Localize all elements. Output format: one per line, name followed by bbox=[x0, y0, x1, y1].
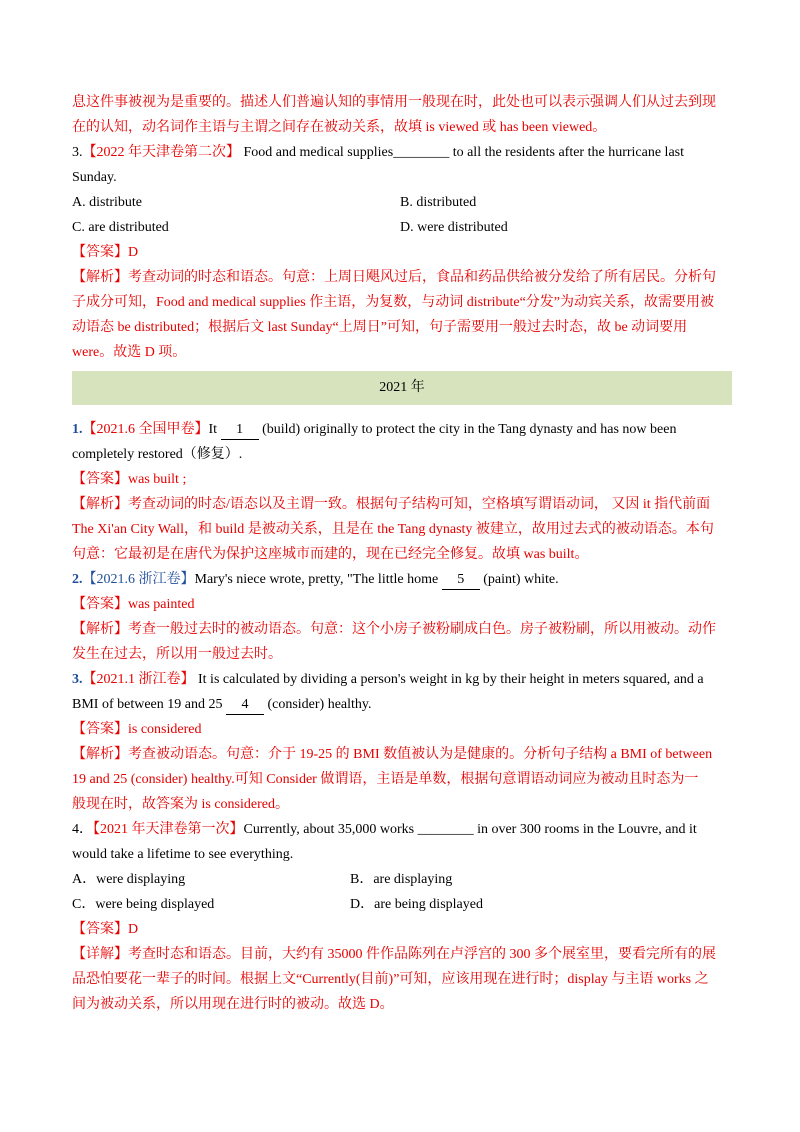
question-text: Mary's niece wrote, pretty, "The little home bbox=[194, 572, 442, 587]
option-a: A．were displaying bbox=[72, 872, 186, 887]
explanation-line: 般现在时，故答案为 is considered。 bbox=[72, 797, 289, 812]
question-4-stem bbox=[72, 817, 732, 842]
explanation-line: The Xi'an City Wall，和 build 是被动关系，且是在 the Tang dynasty 被建立，故用过去式的被动语态。本句 bbox=[72, 522, 714, 537]
option-a: A. distribute bbox=[72, 195, 142, 210]
explanation-line: 【解析】考查被动语态。句意：介于 19-25 的 BMI 数值被认为是健康的。分析句子结构 a BMI of between bbox=[72, 747, 713, 762]
question-number: 3. bbox=[72, 145, 83, 160]
explanation-line: 息这件事被视为是重要的。描述人们普遍认知的事情用一般现在时，此处也可以表示强调人们从过去到现 bbox=[72, 95, 716, 110]
options-row bbox=[72, 892, 732, 917]
question-source-tag: 【2021.6 全国甲卷】 bbox=[82, 422, 209, 437]
answer-line: 【答案】was built ; bbox=[72, 472, 187, 487]
question-3b-stem bbox=[72, 667, 732, 692]
question-number: 1. bbox=[72, 422, 83, 437]
option-c: C．were being displayed bbox=[72, 897, 215, 912]
options-row bbox=[72, 190, 732, 215]
fill-blank: 4 bbox=[226, 696, 264, 715]
answer-line: 【答案】was painted bbox=[72, 597, 195, 612]
document-content bbox=[72, 90, 732, 1017]
question-number: 3. bbox=[72, 672, 83, 687]
question-text: completely restored（修复）. bbox=[72, 447, 243, 462]
question-text: (consider) healthy. bbox=[263, 697, 372, 712]
answer-line: 【答案】is considered bbox=[72, 722, 202, 737]
question-text: (paint) white. bbox=[479, 572, 559, 587]
question-source-tag: 【2021.6 浙江卷】 bbox=[82, 572, 195, 587]
explanation-line: 【解析】考查一般过去时的被动语态。句意：这个小房子被粉刷成白色。房子被粉刷，所以用被动。动作 bbox=[72, 622, 716, 637]
question-source-tag: 【2022 年天津卷第二次】 bbox=[82, 145, 240, 160]
question-number: 4． bbox=[72, 822, 93, 837]
fill-blank: 5 bbox=[442, 571, 480, 590]
options-row bbox=[72, 867, 732, 892]
explanation-line: 【详解】考查时态和语态。目前，大约有 35000 件作品陈列在卢浮宫的 300 多个展室里，要看完所有的展 bbox=[72, 947, 716, 962]
question-text: (build) originally to protect the city in the Tang dynasty and has now been bbox=[258, 422, 677, 437]
explanation-line: 在的认知，动名词作主语与主谓之间存在被动关系，故填 is viewed 或 has been viewed。 bbox=[72, 120, 607, 135]
question-source-tag: 【2021 年天津卷第一次】 bbox=[93, 822, 244, 837]
option-d: D. were distributed bbox=[400, 220, 508, 235]
question-text: Food and medical supplies________ to all the residents after the hurricane last bbox=[240, 145, 684, 160]
explanation-line: 19 and 25 (consider) healthy.可知 Consider 做谓语，主语是单数，根据句意谓语动词应为被动且时态为一 bbox=[72, 772, 699, 787]
option-b: B. distributed bbox=[400, 195, 477, 210]
question-text: BMI of between 19 and 25 bbox=[72, 697, 226, 712]
question-text: Currently, about 35,000 works ________ in over 300 rooms in the Louvre, and it bbox=[243, 822, 697, 837]
answer-line: 【答案】D bbox=[72, 922, 139, 937]
explanation-line: 句意：它最初是在唐代为保护这座城市而建的，现在已经完全修复。故填 was built。 bbox=[72, 547, 589, 562]
explanation-line: 间为被动关系，所以用现在进行时的被动。故选 D。 bbox=[72, 997, 394, 1012]
question-source-tag: 【2021.1 浙江卷】 bbox=[82, 672, 195, 687]
option-b: B．are displaying bbox=[350, 872, 453, 887]
question-3-stem bbox=[72, 140, 732, 165]
question-1-stem bbox=[72, 417, 732, 442]
explanation-line: 发生在过去，所以用一般过去时。 bbox=[72, 647, 282, 662]
options-row bbox=[72, 215, 732, 240]
explanation-line: 【解析】考查动词的时态/语态以及主谓一致。根据句子结构可知，空格填写谓语动词， 又因 it 指代前面 bbox=[72, 497, 711, 512]
question-3b-stem-line2 bbox=[72, 692, 732, 717]
explanation-line: 子成分可知，Food and medical supplies 作主语，为复数，与动词 distribute“分发”为动宾关系，故需要用被 bbox=[72, 295, 715, 310]
question-2-stem bbox=[72, 567, 732, 592]
fill-blank: 1 bbox=[221, 421, 259, 440]
explanation-line: were。故选 D 项。 bbox=[72, 345, 187, 360]
year-banner: 2021 年 bbox=[72, 371, 732, 405]
question-number: 2. bbox=[72, 572, 83, 587]
explanation-line: 品恐怕要花一辈子的时间。根据上文“Currently(目前)”可知，应该用现在进行时；display 与主语 works 之 bbox=[72, 972, 709, 987]
option-c: C. are distributed bbox=[72, 220, 169, 235]
question-text: would take a lifetime to see everything. bbox=[72, 847, 294, 862]
option-d: D．are being displayed bbox=[350, 897, 483, 912]
question-text: It is calculated by dividing a person's weight in kg by their height in meters squared, and a bbox=[194, 672, 704, 687]
explanation-line: 动语态 be distributed；根据后文 last Sunday“上周日”可知，句子需要用一般过去时态，故 be 动词要用 bbox=[72, 320, 688, 335]
answer-line: 【答案】D bbox=[72, 245, 139, 260]
question-text: It bbox=[208, 422, 221, 437]
explanation-line: 【解析】考查动词的时态和语态。句意：上周日飓风过后，食品和药品供给被分发给了所有居民。分析句 bbox=[72, 270, 716, 285]
question-text: Sunday. bbox=[72, 170, 117, 185]
